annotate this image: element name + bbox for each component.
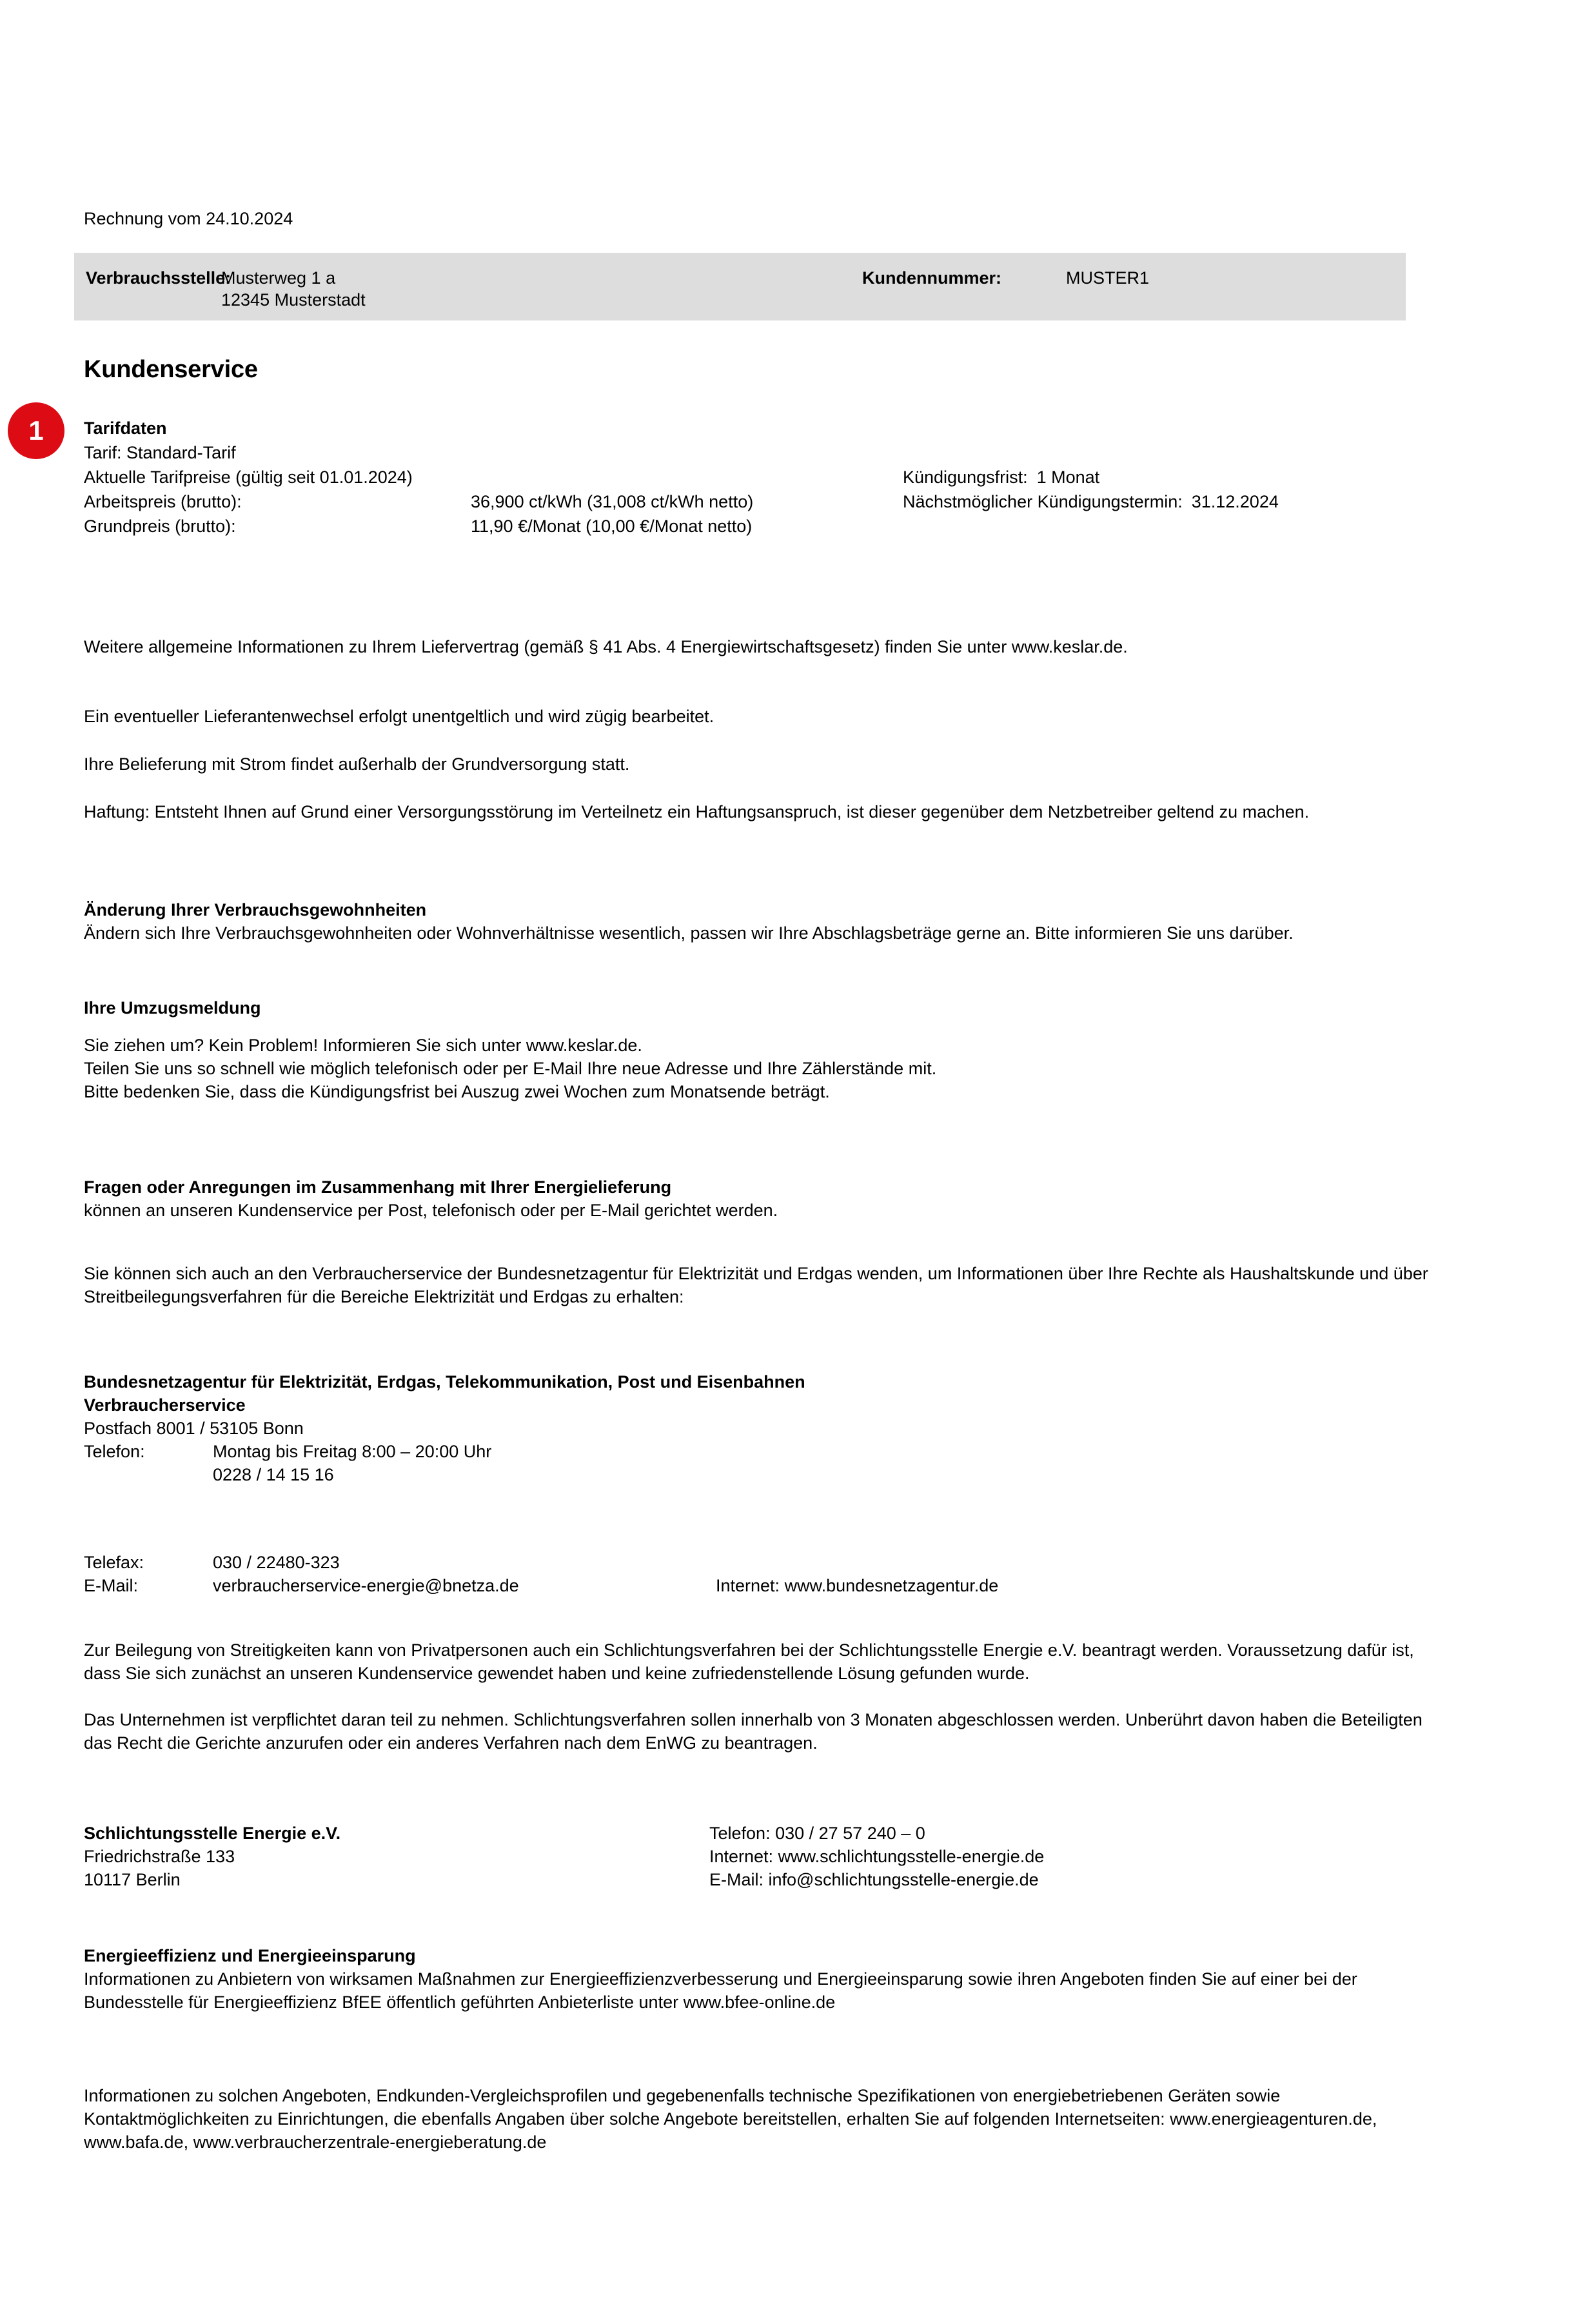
base-price-value: 11,90 €/Monat (10,00 €/Monat netto) xyxy=(471,517,753,536)
arbitration-org-street: Friedrichstraße 133 xyxy=(84,1847,235,1866)
basic-supply-paragraph: Ihre Belieferung mit Strom findet außerhalb der Grundversorgung statt. xyxy=(84,754,630,774)
arbitration-contact-details xyxy=(709,1822,1044,1891)
bnetza-fax-row xyxy=(84,1551,1438,1574)
working-price-label: Arbeitspreis (brutto): xyxy=(84,492,242,511)
notice-period-label: Kündigungsfrist: xyxy=(903,467,1028,487)
relocation-line-3: Bitte bedenken Sie, dass die Kündigungsfrist bei Auszug zwei Wochen zum Monatsende beträgt. xyxy=(84,1082,830,1101)
contract-info-paragraph: Weitere allgemeine Informationen zu Ihrem Liefervertrag (gemäß § 41 Abs. 4 Energiewirtschaftsgesetz) finden Sie unter www.keslar.de. xyxy=(84,637,1128,656)
questions-body: können an unseren Kundenservice per Post, telefonisch oder per E-Mail gerichtet werden. xyxy=(84,1201,778,1220)
arbitration-address xyxy=(84,1822,340,1891)
relocation-heading: Ihre Umzugsmeldung xyxy=(84,998,261,1018)
relocation-line-2: Teilen Sie uns so schnell wie möglich telefonisch oder per E-Mail Ihre neue Adresse und Ihre Zählerstände mit. xyxy=(84,1059,937,1078)
consumption-change-body: Ändern sich Ihre Verbrauchsgewohnheiten oder Wohnverhältnisse wesentlich, passen wir Ihre Abschlagsbeträge gerne an. Bitte informieren Sie uns darüber. xyxy=(84,923,1294,943)
tariff-name-row xyxy=(84,440,1567,465)
bnetza-email-label: E-Mail: xyxy=(84,1576,139,1595)
bnetza-phone-number: 0228 / 14 15 16 xyxy=(213,1465,334,1484)
consumption-change-heading: Änderung Ihrer Verbrauchsgewohnheiten xyxy=(84,900,427,920)
bnetza-name: Bundesnetzagentur für Elektrizität, Erdgas, Telekommunikation, Post und Eisenbahnen xyxy=(84,1372,805,1392)
arbitration-paragraph-1: Zur Beilegung von Streitigkeiten kann von Privatpersonen auch ein Schlichtungsverfahren bei der Schlichtungsstelle Energie e.V. beantragt werden. Voraussetzung dafür ist, dass Sie sich zunächst an unseren Kundenservice gewendet haben und keine zufriedenstellende Lösung gefunden wurde. xyxy=(84,1640,1414,1683)
notice-period-value: 1 Monat xyxy=(1036,467,1100,487)
step-badge-1: 1 xyxy=(8,402,64,459)
supply-point-street: Musterweg 1 a xyxy=(221,268,336,288)
arbitration-org-city: 10117 Berlin xyxy=(84,1870,181,1889)
tariff-name: Tarif: Standard-Tarif xyxy=(84,443,236,462)
bnetza-email-row xyxy=(84,1574,1438,1597)
bnetza-intro-paragraph: Sie können sich auch an den Verbraucherservice der Bundesnetzagentur für Elektrizität und Erdgas wenden, um Informationen über Ihre Rechte als Haushaltskunde und über Streitbeilegungsverfahren für die Bereiche Elektrizität und Erdgas zu erhalten: xyxy=(84,1264,1428,1306)
supply-point-bar xyxy=(74,253,1406,320)
tariff-validity: Aktuelle Tarifpreise (gültig seit 01.01.2024) xyxy=(84,467,413,487)
bnetza-phone-label: Telefon: xyxy=(84,1442,145,1461)
base-price-label: Grundpreis (brutto): xyxy=(84,517,236,536)
bnetza-phone-number-row xyxy=(84,1463,1438,1486)
supplier-switch-paragraph: Ein eventueller Lieferantenwechsel erfolgt unentgeltlich und wird zügig bearbeitet. xyxy=(84,707,714,726)
customer-number-value: MUSTER1 xyxy=(1066,268,1150,288)
next-termination-value: 31.12.2024 xyxy=(1191,492,1279,511)
bnetza-email-value: verbraucherservice-energie@bnetza.de xyxy=(213,1576,519,1595)
liability-paragraph: Haftung: Entsteht Ihnen auf Grund einer Versorgungsstörung im Verteilnetz ein Haftungsanspruch, ist dieser gegenüber dem Netzbetreiber geltend zu machen. xyxy=(84,802,1310,822)
efficiency-paragraph-2: Informationen zu solchen Angeboten, Endkunden-Vergleichsprofilen und gegebenenfalls technische Spezifikationen von energiebetriebenen Geräten sowie Kontaktmöglichkeiten zu Einrichtungen, die ebenfalls Angaben über solche Angebote bereitstellen, erhalten Sie auf folgenden Internetseiten: www.energieagenturen.de, www.bafa.de, www.verbraucherzentrale-energieberatung.de xyxy=(84,2086,1377,2152)
bnetza-phone-hours: Montag bis Freitag 8:00 – 20:00 Uhr xyxy=(213,1442,492,1461)
tariff-validity-row xyxy=(84,465,1567,489)
notice-period xyxy=(903,465,1099,489)
arbitration-org-email: E-Mail: info@schlichtungsstelle-energie.de xyxy=(709,1870,1039,1889)
bnetza-postal-address: Postfach 8001 / 53105 Bonn xyxy=(84,1419,304,1438)
tariff-data-block xyxy=(84,416,1567,538)
arbitration-org-phone: Telefon: 030 / 27 57 240 – 0 xyxy=(709,1824,925,1843)
relocation-line-1: Sie ziehen um? Kein Problem! Informieren Sie sich unter www.keslar.de. xyxy=(84,1036,642,1055)
next-termination-label: Nächstmöglicher Kündigungstermin: xyxy=(903,492,1183,511)
tariff-heading: Tarifdaten xyxy=(84,418,167,438)
supply-point-city: 12345 Musterstadt xyxy=(221,290,366,310)
efficiency-heading: Energieeffizienz und Energieeinsparung xyxy=(84,1946,416,1965)
bnetza-fax-label: Telefax: xyxy=(84,1553,144,1572)
bnetza-fax-number: 030 / 22480-323 xyxy=(213,1553,340,1572)
next-termination xyxy=(903,489,1279,514)
bnetza-internet-value: Internet: www.bundesnetzagentur.de xyxy=(716,1576,999,1595)
arbitration-paragraph-2: Das Unternehmen ist verpflichtet daran teil zu nehmen. Schlichtungsverfahren sollen innerhalb von 3 Monaten abgeschlossen werden. Unberührt davon haben die Beteiligten das Recht die Gerichte anzurufen oder ein anderes Verfahren nach dem EnWG zu beantragen. xyxy=(84,1710,1423,1753)
customer-number-label: Kundennummer: xyxy=(862,268,1001,288)
supply-point-address xyxy=(221,267,366,311)
bnetza-department: Verbraucherservice xyxy=(84,1395,246,1415)
supply-point-label: Verbrauchsstelle: xyxy=(86,268,232,288)
invoice-date-line: Rechnung vom 24.10.2024 xyxy=(84,209,293,228)
base-price-row xyxy=(84,514,1567,538)
working-price-value: 36,900 ct/kWh (31,008 ct/kWh netto) xyxy=(471,492,754,511)
efficiency-paragraph-1: Informationen zu Anbietern von wirksamen Maßnahmen zur Energieeffizienzverbesserung und Energieeinsparung sowie ihren Angeboten finden Sie auf einer bei der Bundesstelle für Energieeffizienz BfEE öffentlich geführten Anbieterliste unter www.bfee-online.de xyxy=(84,1969,1357,2012)
questions-heading: Fragen oder Anregungen im Zusammenhang mit Ihrer Energielieferung xyxy=(84,1177,672,1197)
bnetza-phone-row xyxy=(84,1440,1438,1463)
arbitration-org-internet: Internet: www.schlichtungsstelle-energie.de xyxy=(709,1847,1045,1866)
arbitration-org-name: Schlichtungsstelle Energie e.V. xyxy=(84,1824,341,1843)
working-price-row xyxy=(84,489,1567,514)
page-title: Kundenservice xyxy=(84,356,258,383)
